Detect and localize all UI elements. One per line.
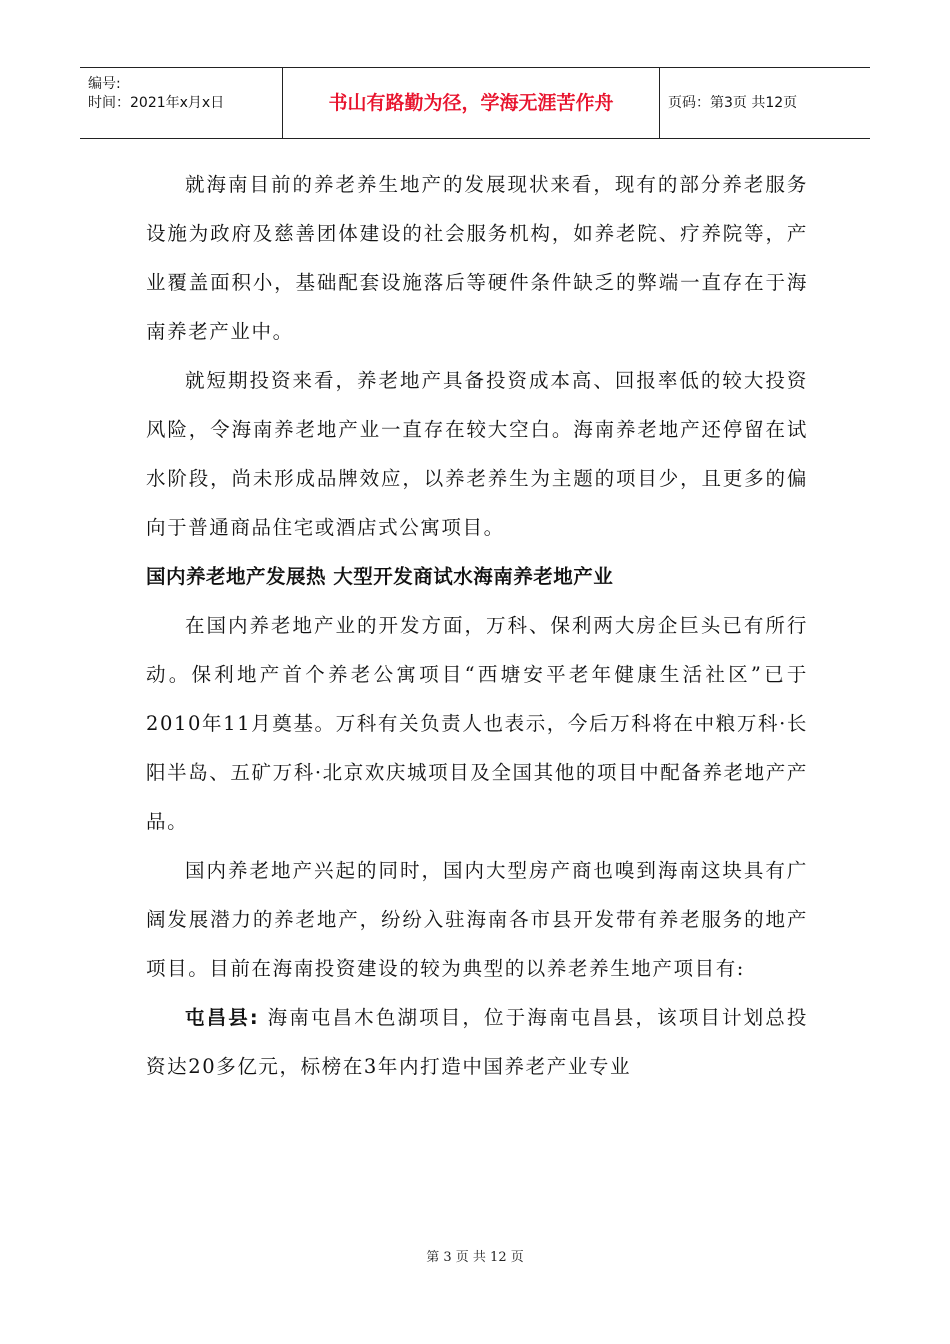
header-page-info: 页码：第3页 共12页 (668, 95, 798, 111)
page-footer: 第 3 页 共 12 页 (426, 1250, 524, 1265)
paragraph-5-text: 海南屯昌木色湖项目，位于海南屯昌县，该项目计划总投资达20多亿元，标榜在3年内打造中国养老产业专业 (146, 1006, 808, 1078)
paragraph-4: 国内养老地产兴起的同时，国内大型房产商也嗅到海南这块具有广阔发展潜力的养老地产，纷纷入驻海南各市县开发带有养老服务的地产项目。目前在海南投资建设的较为典型的以养老养生地产项目有: (146, 859, 808, 980)
header-motto: 书山有路勤为径，学海无涯苦作舟 (282, 68, 660, 138)
paragraph-3: 在国内养老地产业的开发方面，万科、保利两大房企巨头已有所行动。保利地产首个养老公寓项目“西塘安平老年健康生活社区”已于2010年11月奠基。万科有关负责人也表示，今后万科将在中粮万科·长阳半岛、五矿万科·北京欢庆城项目及全国其他的项目中配备养老地产产品。 (146, 614, 808, 833)
document-number-label: 编号: (88, 76, 121, 92)
page-header (80, 67, 870, 139)
paragraph-1: 就海南目前的养老养生地产的发展现状来看，现有的部分养老服务设施为政府及慈善团体建设的社会服务机构，如养老院、疗养院等，产业覆盖面积小，基础配套设施落后等硬件条件缺乏的弊端一直存在于海南养老产业中。 (146, 173, 808, 343)
header-meta (80, 68, 282, 138)
paragraph-2: 就短期投资来看，养老地产具备投资成本高、回报率低的较大投资风险，令海南养老地产业一直存在较大空白。海南养老地产还停留在试水阶段，尚未形成品牌效应，以养老养生为主题的项目少，且更多的偏向于普通商品住宅或酒店式公寓项目。 (146, 369, 808, 539)
paragraph-5 (146, 993, 808, 1091)
document-body (146, 160, 808, 1091)
document-date: 时间：2021年x月x日 (88, 95, 225, 111)
paragraph-5-lead: 屯昌县: (185, 1006, 260, 1029)
section-heading: 国内养老地产发展热 大型开发商试水海南养老地产业 (146, 565, 614, 588)
